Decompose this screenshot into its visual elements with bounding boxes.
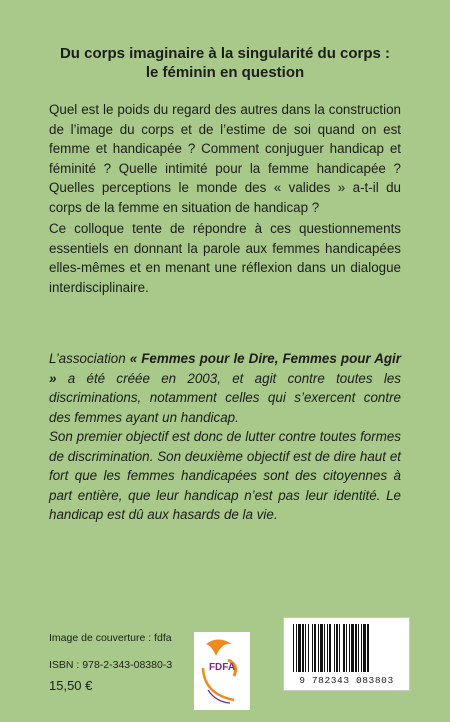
fdfa-logo	[194, 632, 250, 710]
fdfa-logo-text: FDFA	[208, 662, 236, 673]
association-paragraph-2: Son premier objectif est donc de lutter contre toutes formes de discrimination. Son deuxième objectif est de dire haut et fort que les femmes handicapées sont des citoyennes à part entière, que leur handicap n’est pas leur identité. Le handicap est dû aux hasards de la vie.	[49, 429, 401, 522]
association-text-1: a été créée en 2003, et agit contre toutes les discriminations, notamment celles qui s’exercent contre des femmes ayant un handicap.	[49, 370, 401, 425]
fdfa-logo-graphic	[194, 632, 250, 710]
association-intro: L’association	[49, 351, 130, 366]
cover-credit: Image de couverture : fdfa	[49, 632, 172, 644]
barcode	[283, 617, 410, 691]
title-line-1: Du corps imaginaire à la singularité du corps :	[59, 45, 391, 62]
book-title	[40, 44, 410, 82]
association-paragraph-1	[49, 349, 401, 427]
barcode-bars	[292, 624, 401, 672]
summary-paragraph-2: Ce colloque tente de répondre à ces questionnements essentiels en donnant la parole aux femmes handicapées elles-mêmes et en menant une réflexion dans un dialogue interdisciplinaire.	[49, 221, 401, 295]
isbn: ISBN : 978-2-343-08380-3	[49, 659, 173, 671]
association-name: « Femmes pour le Dire, Femmes pour Agir »	[49, 351, 401, 386]
association-description	[49, 349, 401, 525]
barcode-number: 9 782343 083803	[299, 675, 394, 686]
price: 15,50 €	[49, 678, 93, 693]
title-line-2: le féminin en question	[145, 64, 305, 81]
summary-paragraph-1: Quel est le poids du regard des autres dans la construction de l’image du corps et de l’estime de soi quand on est femme et handicapée ? Comment conjuguer handicap et féminité ? Quelle intimité pour la femme handicapée ? Quelles perceptions le monde des « valides » a-t-il du corps de la femme en situation de handicap ?	[49, 102, 401, 215]
